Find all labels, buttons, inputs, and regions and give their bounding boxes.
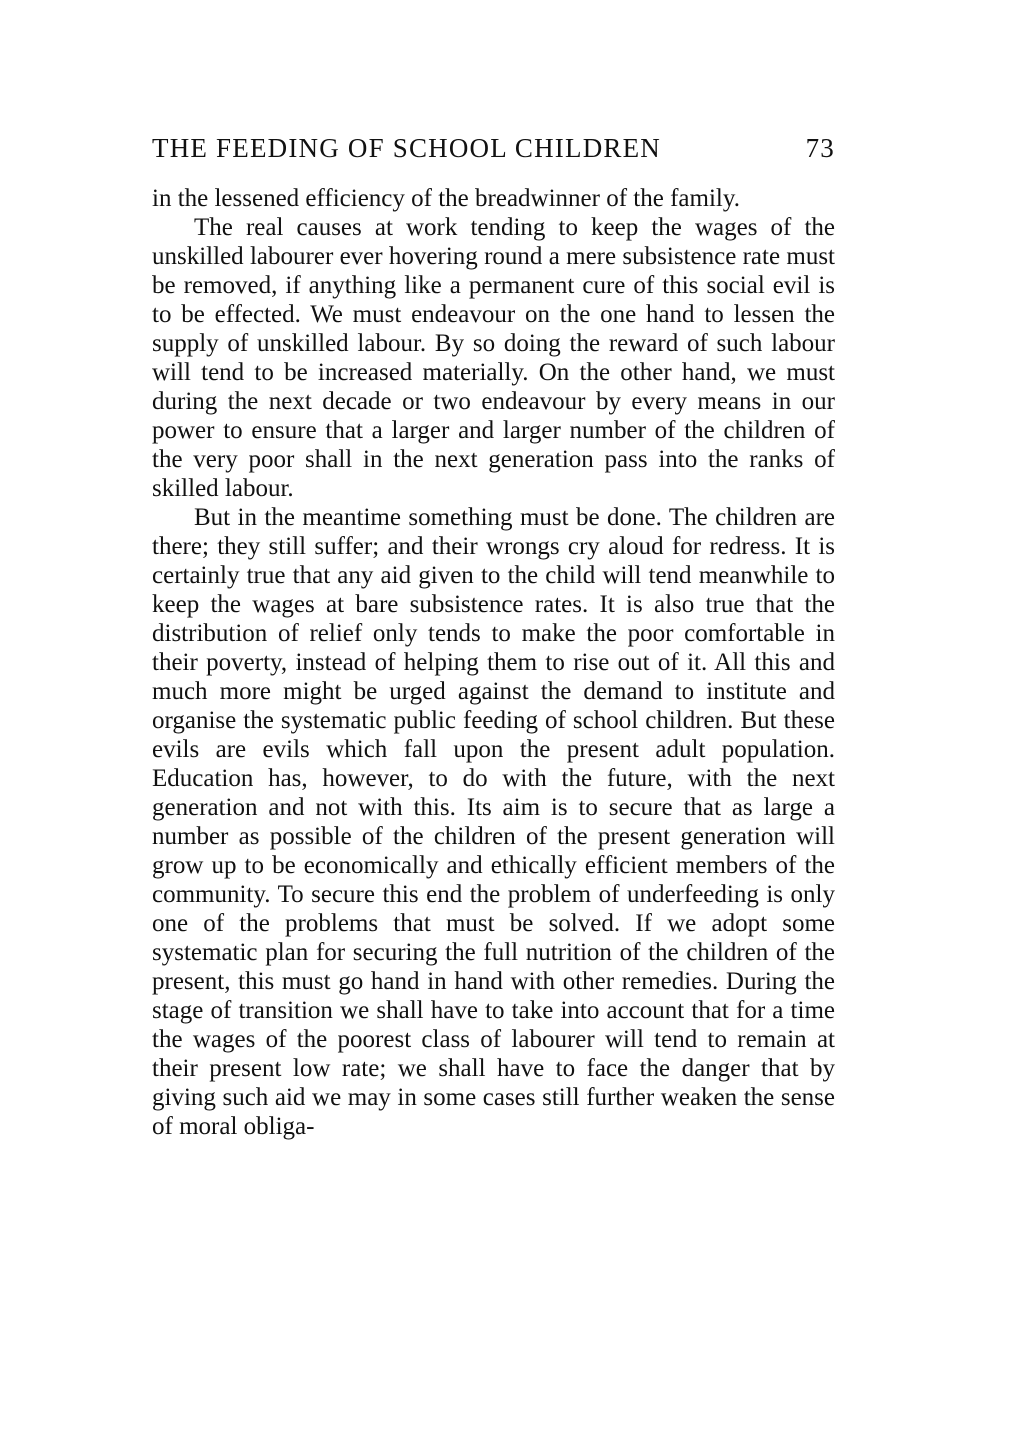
book-page bbox=[152, 130, 835, 1141]
paragraph: But in the meantime something must be done. The children are there; they still suffer; and their wrongs cry aloud for redress. It is certainly true that any aid given to the child will tend meanwhile to keep the wages at bare subsistence rates. It is also true that the distribution of relief only tends to make the poor comfortable in their poverty, instead of helping them to rise out of it. All this and much more might be urged against the demand to institute and organise the systematic public feeding of school children. But these evils are evils which fall upon the present adult population. Education has, however, to do with the future, with the next generation and not with this. Its aim is to secure that as large a number as possible of the children of the present generation will grow up to be economically and ethically efficient members of the community. To secure this end the problem of underfeeding is only one of the problems that must be solved. If we adopt some systematic plan for securing the full nutrition of the children of the present, this must go hand in hand with other remedies. During the stage of transition we shall have to take into account that for a time the wages of the poorest class of labourer will tend to remain at their present low rate; we shall have to face the danger that by giving such aid we may in some cases still further weaken the sense of moral obliga- bbox=[152, 504, 835, 1140]
body-text bbox=[152, 184, 835, 1141]
running-head bbox=[152, 130, 835, 166]
running-title: THE FEEDING OF SCHOOL CHILDREN bbox=[152, 133, 661, 163]
paragraph: The real causes at work tending to keep the wages of the unskilled labourer ever hovering round a mere subsistence rate must be removed, if anything like a permanent cure of this social evil is to be effected. We must endeavour on the one hand to lessen the supply of unskilled labour. By so doing the reward of such labour will tend to be increased materially. On the other hand, we must during the next decade or two endeavour by every means in our power to ensure that a larger and larger number of the children of the very poor shall in the next generation pass into the ranks of skilled labour. bbox=[152, 214, 835, 502]
page-number: 73 bbox=[805, 133, 835, 163]
paragraph-continued: in the lessened efficiency of the breadwinner of the family. bbox=[152, 185, 740, 212]
